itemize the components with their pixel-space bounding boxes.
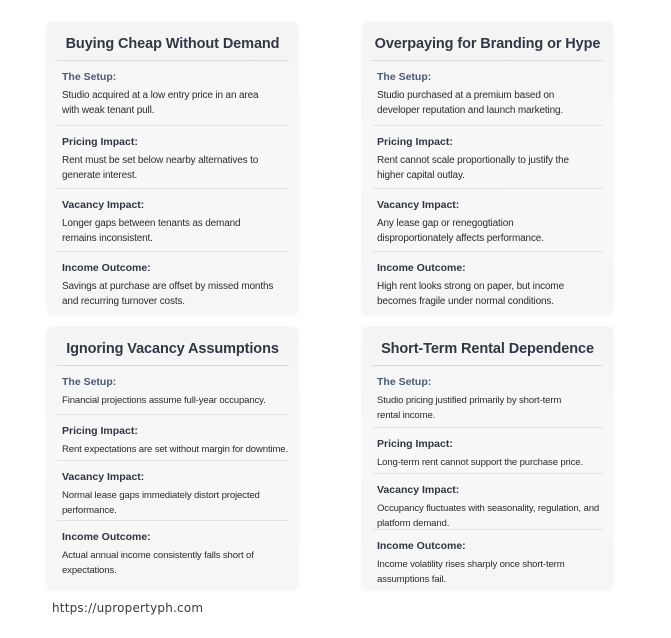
- section-income-outcome: [57, 252, 288, 314]
- section-text: Rent cannot scale proportionally to justify the higher capital outlay.: [377, 155, 569, 181]
- section-text: Income volatility rises sharply once short-term assumptions fail.: [377, 559, 565, 585]
- section-text: Occupancy fluctuates with seasonality, regulation, and platform demand.: [377, 503, 600, 529]
- section-text: Studio purchased at a premium based on developer reputation and launch marketing.: [377, 90, 564, 116]
- section-label: The Setup:: [62, 376, 117, 388]
- section-setup: [372, 61, 603, 126]
- section-label: Pricing Impact:: [62, 425, 138, 437]
- section-label: Income Outcome:: [377, 540, 466, 552]
- section-text: Normal lease gaps immediately distort projected performance.: [62, 490, 260, 516]
- section-text: Longer gaps between tenants as demand remains inconsistent.: [62, 218, 241, 244]
- card-short-term-rental-dependence: [362, 327, 613, 590]
- section-text: Rent expectations are set without margin for downtime.: [62, 444, 288, 455]
- section-text: Savings at purchase are offset by missed months and recurring turnover costs.: [62, 281, 274, 307]
- section-text: Long-term rent cannot support the purchase price.: [377, 457, 583, 468]
- section-income-outcome: [57, 521, 288, 589]
- section-income-outcome: [372, 530, 603, 590]
- section-text: Rent must be set below nearby alternatives to generate interest.: [62, 155, 259, 181]
- section-label: The Setup:: [62, 71, 117, 83]
- section-text: Any lease gap or renegogtiation disproportionately affects performance.: [377, 218, 544, 244]
- card-buying-cheap-without-demand: [47, 22, 298, 315]
- section-vacancy-impact: [57, 461, 288, 521]
- section-label: Vacancy Impact:: [62, 199, 145, 211]
- section-text: High rent looks strong on paper, but income becomes fragile under normal conditions.: [377, 281, 564, 307]
- section-label: Vacancy Impact:: [62, 471, 145, 483]
- section-label: Income Outcome:: [62, 531, 151, 543]
- section-pricing-impact: [57, 126, 288, 189]
- section-label: The Setup:: [377, 376, 432, 388]
- section-label: The Setup:: [377, 71, 432, 83]
- card-title: Short-Term Rental Dependence: [372, 327, 603, 366]
- section-label: Vacancy Impact:: [377, 199, 460, 211]
- card-title: Ignoring Vacancy Assumptions: [57, 327, 288, 366]
- section-pricing-impact: [372, 126, 603, 189]
- section-text: Actual annual income consistently falls short of expectations.: [62, 550, 254, 576]
- section-vacancy-impact: [57, 189, 288, 252]
- section-text: Studio acquired at a low entry price in an area with weak tenant pull.: [62, 90, 259, 116]
- section-pricing-impact: [57, 415, 288, 461]
- card-title: Overpaying for Branding or Hype: [372, 22, 603, 61]
- section-label: Vacancy Impact:: [377, 484, 460, 496]
- section-income-outcome: [372, 252, 603, 314]
- section-label: Pricing Impact:: [377, 136, 453, 148]
- section-vacancy-impact: [372, 474, 603, 530]
- section-text: Studio pricing justified primarily by short-term rental income.: [377, 395, 562, 421]
- card-title: Buying Cheap Without Demand: [57, 22, 288, 61]
- section-text: Financial projections assume full-year occupancy.: [62, 395, 266, 406]
- section-vacancy-impact: [372, 189, 603, 252]
- section-setup: [57, 61, 288, 126]
- card-ignoring-vacancy-assumptions: [47, 327, 298, 590]
- section-pricing-impact: [372, 428, 603, 474]
- section-label: Income Outcome:: [377, 262, 466, 274]
- card-overpaying-for-branding-or-hype: [362, 22, 613, 315]
- section-setup: [372, 366, 603, 428]
- source-url: https://upropertyph.com: [52, 601, 204, 615]
- section-setup: [57, 366, 288, 415]
- section-label: Pricing Impact:: [62, 136, 138, 148]
- section-label: Income Outcome:: [62, 262, 151, 274]
- section-label: Pricing Impact:: [377, 438, 453, 450]
